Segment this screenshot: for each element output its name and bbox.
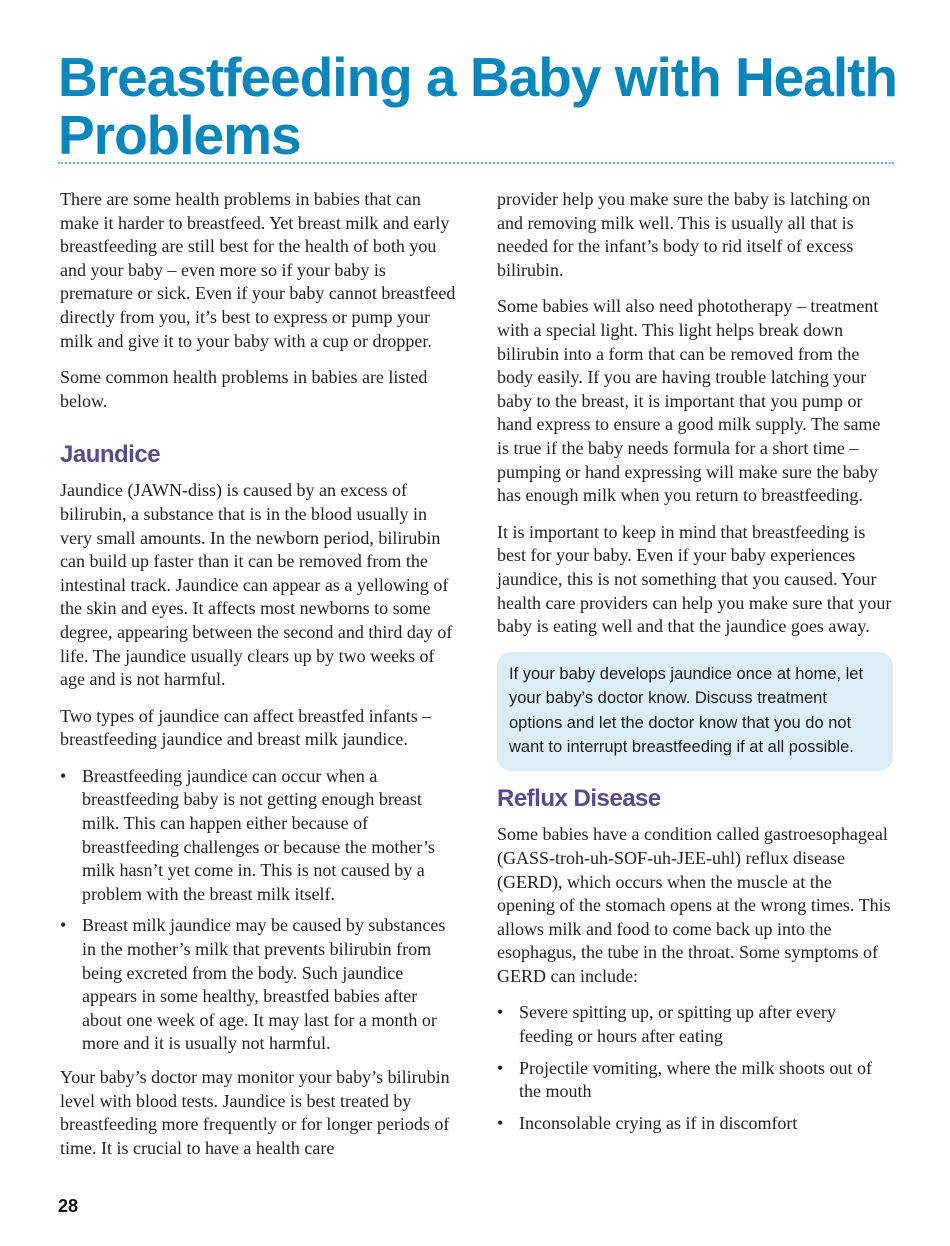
list-item-text: Projectile vomiting, where the milk shoots out of the mouth (519, 1057, 872, 1102)
jaundice-heading: Jaundice (60, 441, 161, 469)
intro-paragraph: There are some health problems in babies that can make it harder to breastfeed. Yet breast milk and early breastfeeding are still best for the health of both you and your baby – even more so if your baby is premature or sick. Even if your baby cannot breastfeed directly from you, it’s best to express or pump your milk and give it to your baby with a cup or dropper. (60, 189, 456, 351)
left-column (60, 188, 460, 1173)
bullet-icon: • (60, 915, 67, 936)
list-item (60, 765, 460, 907)
list-item-text: Breastfeeding jaundice can occur when a breastfeeding baby is not getting enough breast milk. This can happen either because of breastfeeding challenges or because the mother’s milk hasn’t yet come in. This is not caused by a problem with the breast milk itself. (82, 765, 436, 904)
jaundice-definition: Jaundice (JAWN-diss) is caused by an excess of bilirubin, a substance that is in the blood usually in very small amounts. In the newborn period, bilirubin can build up faster than it can be removed from the intestinal track. Jaundice can appear as a yellowing of the skin and eyes. It affects most newborns to some degree, appearing between the second and third day of life. The jaundice usually clears up by two weeks of age and is not harmful. (60, 480, 453, 690)
gerd-symptoms-list (497, 1001, 893, 1135)
jaundice-types: Two types of jaundice can affect breastfed infants – breastfeeding jaundice and breast milk jaundice. (60, 705, 432, 750)
list-item-text: Breast milk jaundice may be caused by substances in the mother’s milk that prevents bilirubin from being excreted from the body. Such jaundice appears in some healthy, breastfed babies after about one week of age. It may last for a month or more and it is usually not harmful. (82, 915, 446, 1054)
jaundice-callout-box: If your baby develops jaundice once at home, let your baby’s doctor know. Discuss treatment options and let the doctor know that you do not want to interrupt breastfeeding if at all possible. (497, 652, 893, 772)
title-divider (58, 162, 894, 164)
bullet-icon: • (497, 1057, 504, 1078)
jaundice-treatment: Your baby’s doctor may monitor your baby’s bilirubin level with blood tests. Jaundice is best treated by breastfeeding more frequently or for longer periods of time. It is crucial to have a health care (60, 1067, 450, 1158)
phototherapy-paragraph: Some babies will also need phototherapy – treatment with a special light. This light helps break down bilirubin into a form that can be removed from the body easily. If you are having trouble latching your baby to the breast, it is important that you pump or hand express to ensure a good milk supply. The same is true if the baby needs formula for a short time – pumping or hand expressing will make sure the baby has enough milk when you return to breastfeeding. (497, 296, 881, 506)
page-number: 28 (58, 1196, 79, 1216)
page-title: Breastfeeding a Baby with Health Problems (58, 46, 898, 166)
list-item (497, 1112, 893, 1136)
intro-list-note: Some common health problems in babies are listed below. (60, 367, 428, 411)
bullet-icon: • (60, 765, 67, 786)
bullet-icon: • (497, 1112, 504, 1133)
list-item (497, 1057, 893, 1104)
list-item-text: Severe spitting up, or spitting up after every feeding or hours after eating (519, 1002, 836, 1047)
list-item (60, 914, 460, 1056)
jaundice-treatment-continued: provider help you make sure the baby is latching on and removing milk well. This is usually all that is needed for the infant’s body to rid itself of excess bilirubin. (497, 189, 871, 280)
right-column (497, 188, 893, 1145)
reassurance-paragraph: It is important to keep in mind that breastfeeding is best for your baby. Even if your baby experiences jaundice, this is not something that you caused. Your health care providers can help you make sure that your baby is eating well and that the jaundice goes away. (497, 521, 892, 637)
reflux-heading: Reflux Disease (497, 785, 661, 813)
reflux-paragraph: Some babies have a condition called gastroesophageal (GASS-troh-uh-SOF-uh-JEE-uhl) reflux disease (GERD), which occurs when the muscle at the opening of the stomach opens at the wrong times. This allows milk and food to come back up into the esophagus, the tube in the throat. Some symptoms of GERD can include: (497, 824, 891, 986)
bullet-icon: • (497, 1002, 504, 1023)
jaundice-types-list (60, 765, 460, 1056)
list-item-text: Inconsolable crying as if in discomfort (519, 1112, 798, 1133)
list-item (497, 1001, 893, 1048)
